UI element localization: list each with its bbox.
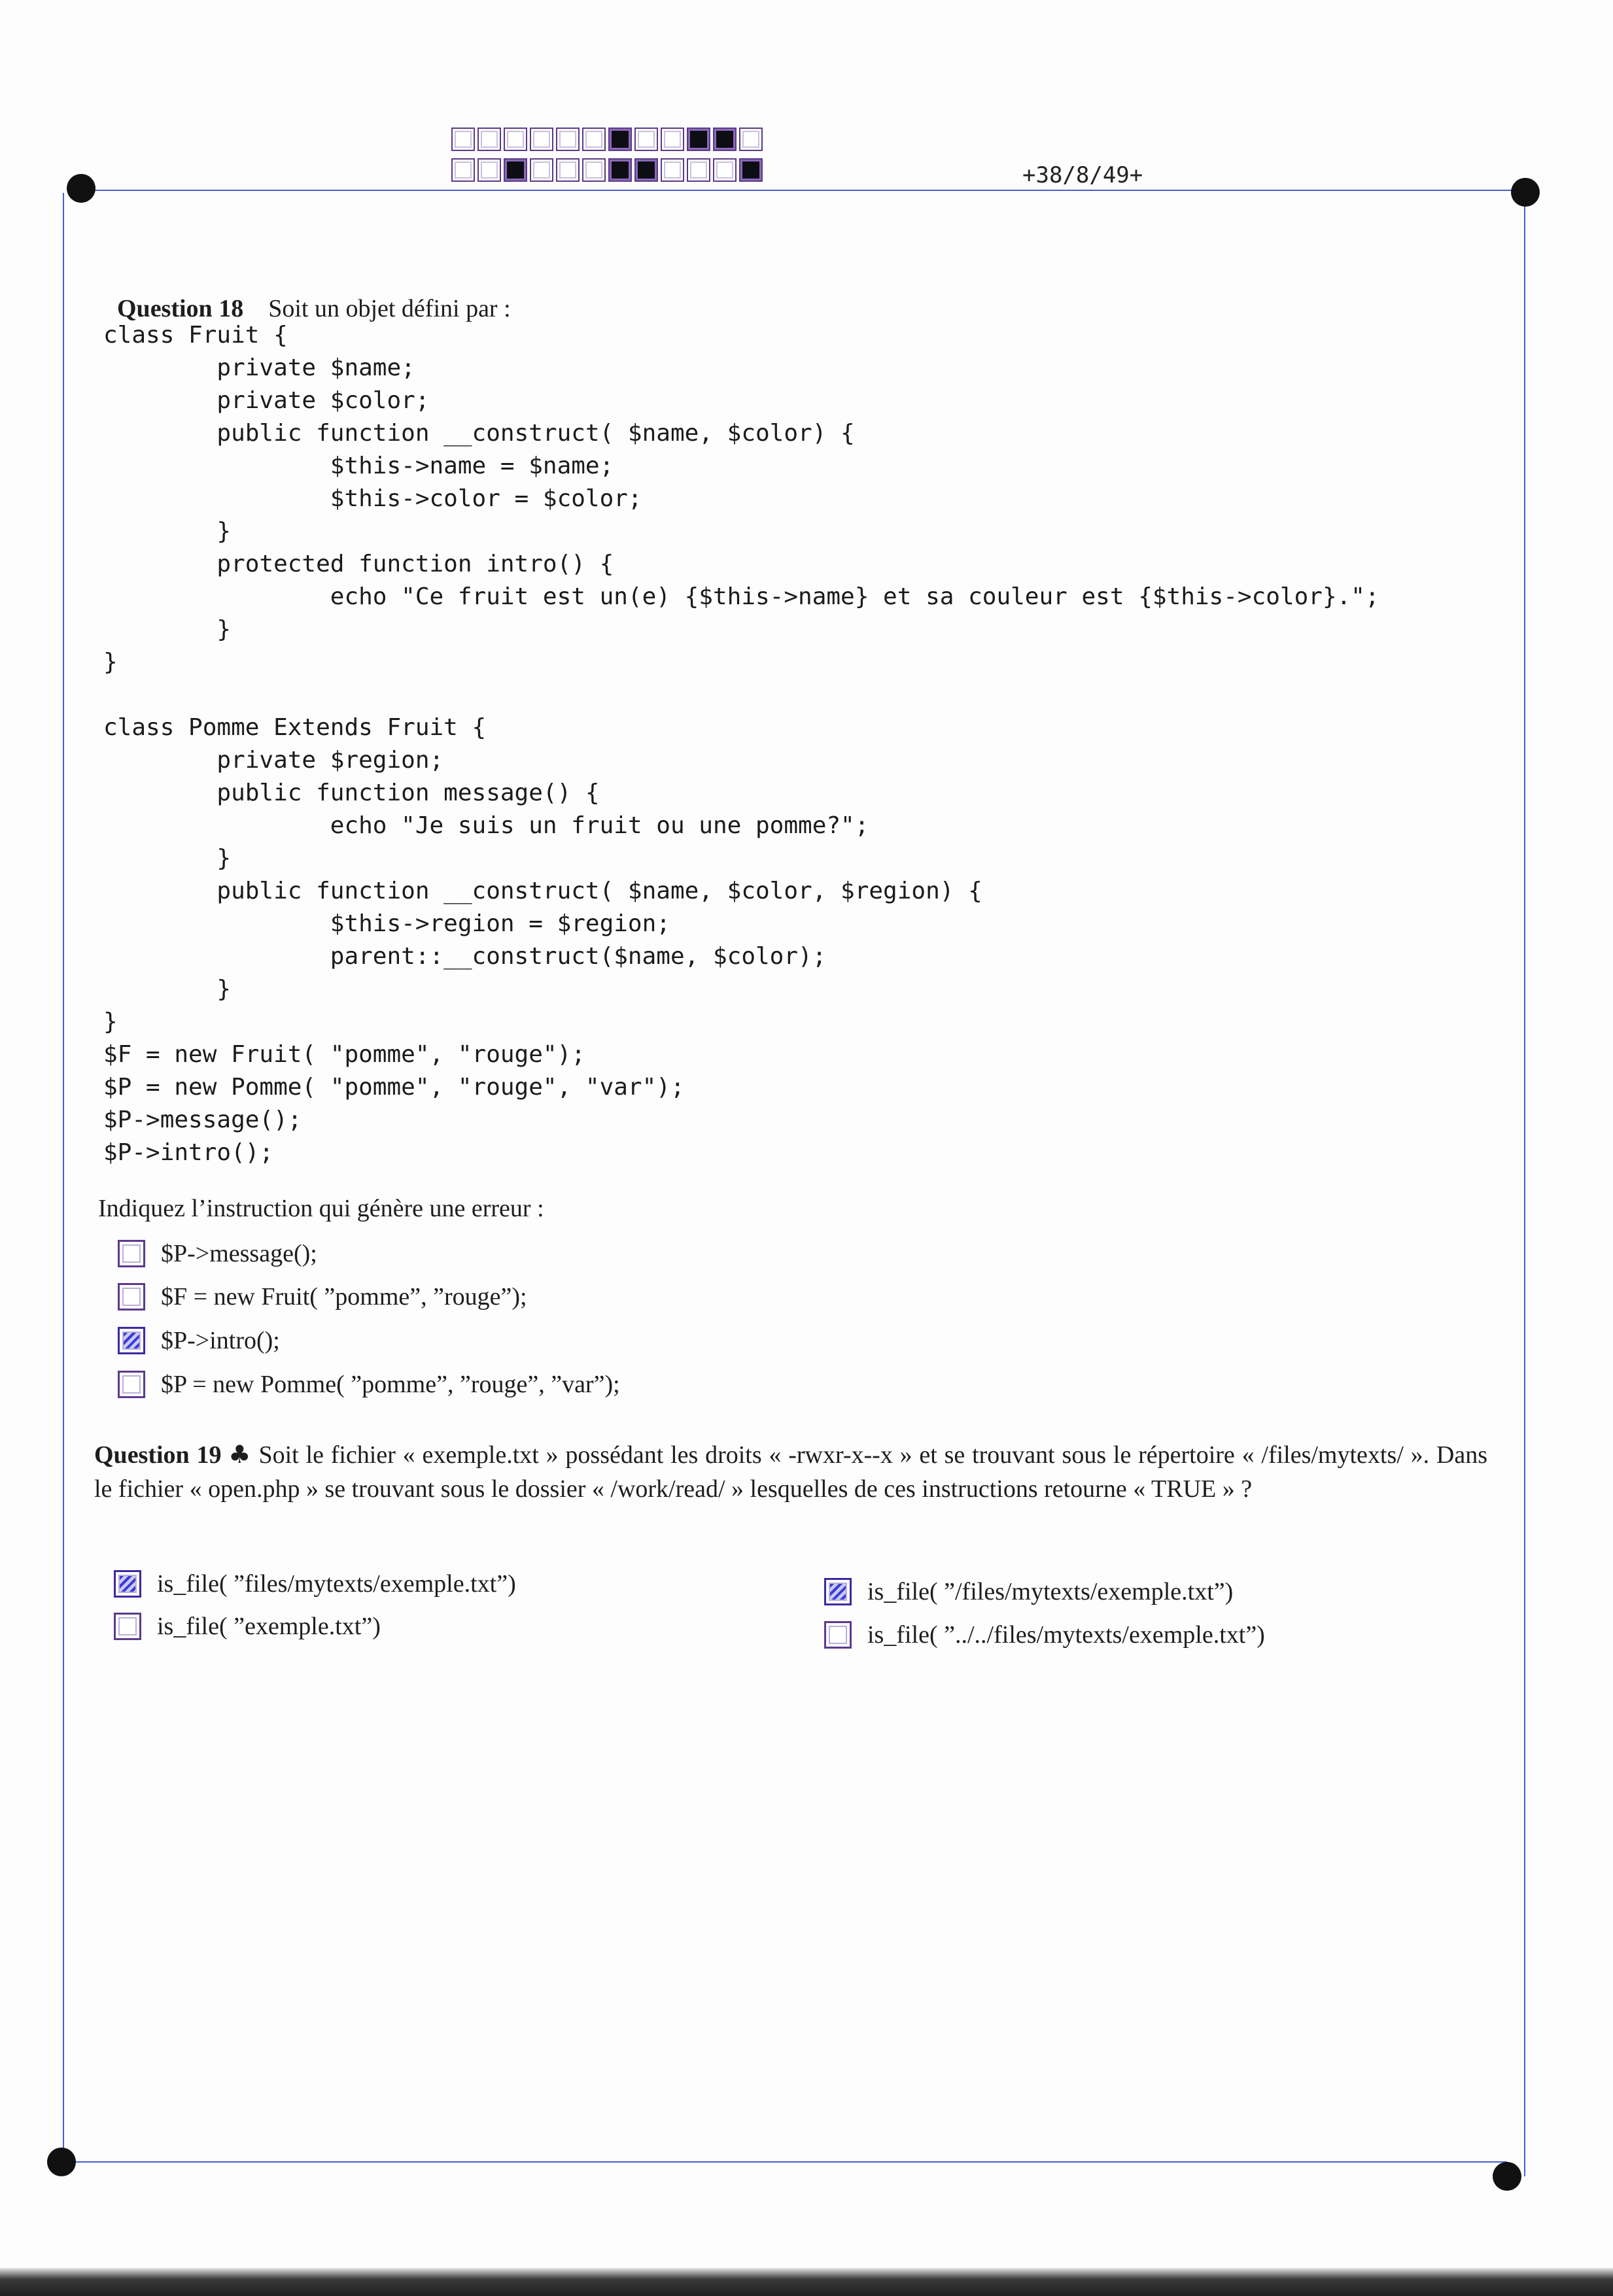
answer-label: is_file( ”exemple.txt”) bbox=[157, 1613, 381, 1640]
barcode-cell bbox=[634, 128, 658, 151]
answer-option[interactable] bbox=[114, 1612, 381, 1641]
barcode-cell bbox=[556, 158, 580, 182]
code-line: parent::__construct($name, $color); bbox=[103, 943, 827, 970]
empty-checkbox-icon[interactable] bbox=[824, 1621, 852, 1649]
code-line: $P->intro(); bbox=[103, 1139, 274, 1166]
corner-mark-bottom-right bbox=[1493, 2162, 1521, 2191]
barcode-cell bbox=[634, 158, 658, 182]
answer-label: is_file( ”files/mytexts/exemple.txt”) bbox=[157, 1570, 516, 1598]
code-line: private $region; bbox=[103, 747, 444, 774]
answer-label: $P->message(); bbox=[161, 1240, 317, 1267]
code-line: $P = new Pomme( "pomme", "rouge", "var"); bbox=[103, 1074, 685, 1101]
empty-checkbox-icon[interactable] bbox=[114, 1613, 141, 1640]
page-barcode-row-2 bbox=[451, 158, 765, 184]
code-line: public function message() { bbox=[103, 780, 600, 806]
code-line: $this->color = $color; bbox=[103, 485, 642, 512]
barcode-cell bbox=[687, 158, 710, 182]
code-line: echo "Ce fruit est un(e) {$this->name} et sa couleur est {$this->color}."; bbox=[103, 583, 1379, 610]
barcode-cell bbox=[739, 128, 763, 151]
barcode-cell bbox=[530, 128, 553, 151]
answer-option[interactable] bbox=[118, 1326, 280, 1355]
barcode-cell bbox=[687, 128, 710, 151]
barcode-cell bbox=[713, 158, 737, 182]
empty-checkbox-icon[interactable] bbox=[118, 1371, 145, 1398]
code-line: private $color; bbox=[103, 387, 430, 414]
checked-box-icon[interactable] bbox=[118, 1327, 145, 1354]
question-18-header bbox=[105, 266, 511, 323]
code-line: } bbox=[103, 845, 232, 872]
barcode-cell bbox=[451, 128, 475, 151]
code-line: $this->name = $name; bbox=[103, 453, 614, 479]
barcode-cell bbox=[739, 158, 763, 182]
question-number: Question 18 bbox=[117, 295, 244, 322]
barcode-cell bbox=[661, 128, 684, 151]
code-line: } bbox=[103, 1008, 118, 1035]
barcode-cell bbox=[451, 158, 475, 182]
code-line: } bbox=[103, 976, 232, 1002]
code-line: public function __construct( $name, $color) { bbox=[103, 420, 855, 447]
barcode-cell bbox=[608, 158, 632, 182]
code-line: public function __construct( $name, $color, $region) { bbox=[103, 878, 982, 904]
question-instruction: Indiquez l’instruction qui génère une erreur : bbox=[98, 1195, 544, 1222]
code-line: } bbox=[103, 649, 118, 676]
checked-box-icon[interactable] bbox=[824, 1578, 852, 1605]
code-line: class Fruit { bbox=[103, 322, 288, 349]
barcode-cell bbox=[582, 128, 606, 151]
code-line: $this->region = $region; bbox=[103, 910, 670, 937]
frame-top bbox=[78, 190, 1528, 191]
question-prompt: Soit le fichier « exemple.txt » possédant les droits « -rwxr-x--x » et se trouvant sous le répertoire « /files/mytexts/ ». Dans le fichier « open.php » se trouvant sous le dossier « /work/read/ » lesquelles de ces instructions retourne « TRUE » ? bbox=[94, 1441, 1488, 1503]
page-barcode-row-1 bbox=[451, 128, 765, 154]
barcode-cell bbox=[504, 158, 527, 182]
answer-label: $F = new Fruit( ”pomme”, ”rouge”); bbox=[161, 1283, 527, 1311]
answer-option[interactable] bbox=[118, 1370, 620, 1399]
barcode-cell bbox=[661, 158, 684, 182]
barcode-cell bbox=[530, 158, 553, 182]
code-line: echo "Je suis un fruit ou une pomme?"; bbox=[103, 812, 869, 839]
answer-option[interactable] bbox=[824, 1620, 1265, 1649]
answer-label: is_file( ”/files/mytexts/exemple.txt”) bbox=[867, 1578, 1234, 1605]
code-line: protected function intro() { bbox=[103, 551, 614, 577]
answer-label: $P = new Pomme( ”pomme”, ”rouge”, ”var”); bbox=[161, 1371, 620, 1398]
code-line: private $name; bbox=[103, 354, 415, 381]
checked-box-icon[interactable] bbox=[114, 1570, 141, 1598]
empty-checkbox-icon[interactable] bbox=[118, 1240, 145, 1267]
code-line: $F = new Fruit( "pomme", "rouge"); bbox=[103, 1041, 585, 1068]
code-block bbox=[103, 319, 1379, 1169]
frame-left bbox=[63, 193, 64, 2161]
barcode-cell bbox=[582, 158, 606, 182]
answer-option[interactable] bbox=[824, 1577, 1233, 1606]
question-prompt: Soit un objet défini par : bbox=[268, 295, 511, 322]
corner-mark-top-right bbox=[1511, 178, 1540, 207]
frame-right bbox=[1524, 193, 1525, 2176]
question-19-text bbox=[94, 1437, 1487, 1506]
frame-bottom bbox=[63, 2161, 1507, 2163]
code-line bbox=[103, 679, 1379, 711]
barcode-cell bbox=[504, 128, 527, 151]
page-id: +38/8/49+ bbox=[1022, 162, 1143, 188]
barcode-cell bbox=[608, 128, 632, 151]
code-line: } bbox=[103, 518, 232, 545]
barcode-cell bbox=[477, 158, 501, 182]
barcode-cell bbox=[477, 128, 501, 151]
code-line: class Pomme Extends Fruit { bbox=[103, 714, 487, 741]
barcode-cell bbox=[556, 128, 580, 151]
answer-option[interactable] bbox=[118, 1239, 317, 1268]
code-line: $P->message(); bbox=[103, 1106, 302, 1133]
corner-mark-bottom-left bbox=[47, 2148, 76, 2176]
answer-label: is_file( ”../../files/mytexts/exemple.txt”) bbox=[867, 1621, 1265, 1649]
multiple-answers-club-icon: ♣ bbox=[228, 1440, 252, 1469]
answer-option[interactable] bbox=[114, 1569, 516, 1598]
empty-checkbox-icon[interactable] bbox=[118, 1283, 145, 1311]
scan-bottom-edge bbox=[0, 2268, 1613, 2296]
corner-mark-top-left bbox=[67, 174, 95, 203]
code-line: } bbox=[103, 616, 232, 643]
answer-option[interactable] bbox=[118, 1282, 527, 1311]
question-number: Question 19 bbox=[94, 1441, 222, 1469]
barcode-cell bbox=[713, 128, 737, 151]
answer-label: $P->intro(); bbox=[161, 1327, 280, 1354]
